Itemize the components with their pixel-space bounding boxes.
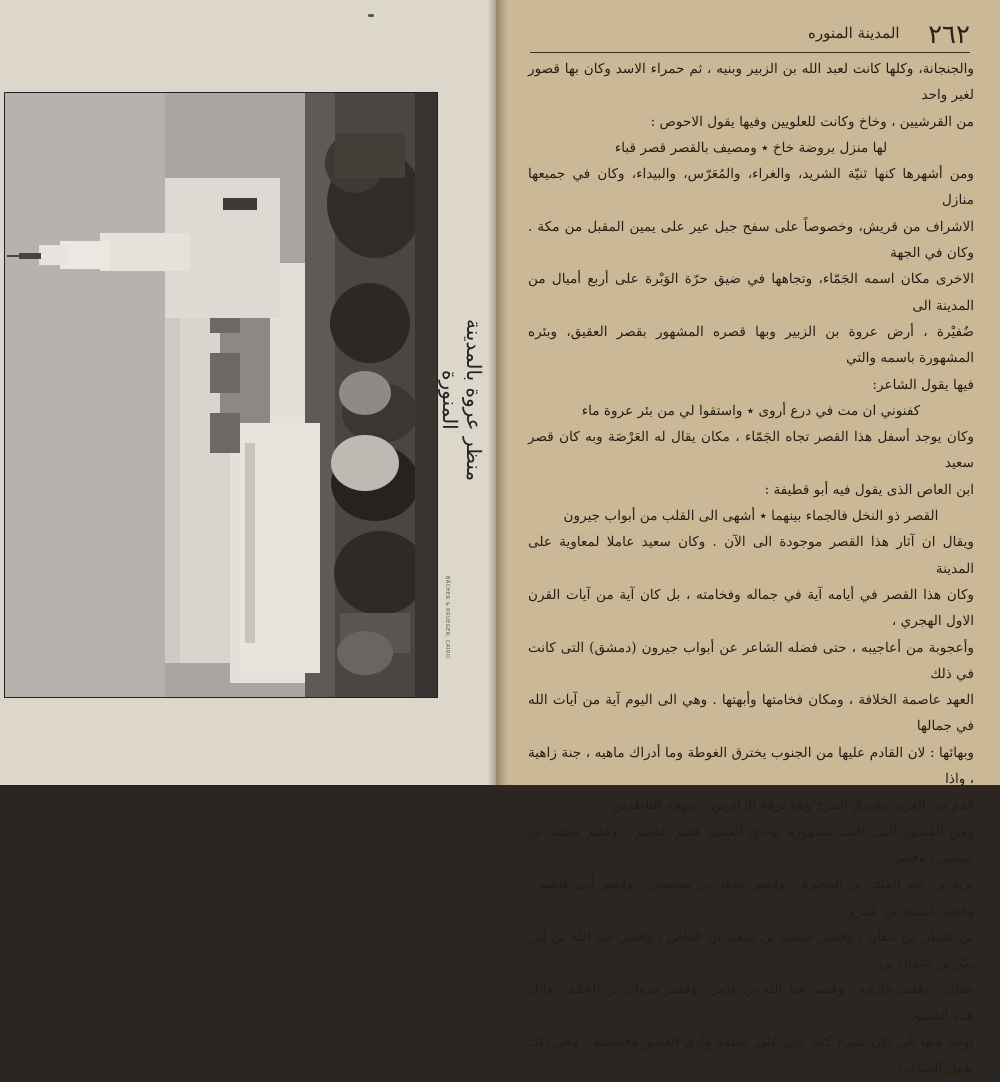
text-line: العهد عاصمة الخلافة ، ومكان فخامتها وأبهتها . وهي الى اليوم آية من آيات الله في جمالها	[528, 692, 974, 735]
text-line: الاخرى مكان اسمه الجَمّاء، وتجاهها في ضيق حرّة الوَبْرة على أربع أميال من المدينة الى	[528, 271, 974, 314]
text-line: ويقال ان آثار هذا القصر موجودة الى الآن . وكان سعيد عاملا لمعاوية على المدينة	[528, 534, 974, 577]
text-line: من القرشيين ، وخاخ وكانت للعلويين وفيها يقول الاحوص :	[650, 113, 974, 130]
text-line: ومن أشهرها كنها ثنيّة الشريد، والغراء، والمُعَرّس، والبيداء، وكان في جميعها منازل	[528, 166, 974, 209]
text-line: فيها يقول الشاعر:	[872, 376, 974, 393]
text-line: عفان ، وقصر خارجة ، وقصر عبد الله بن عامر ، وقصر مروان بن الحكم ، وآثار هذه القصور	[528, 981, 974, 1024]
text-line: ابن العاص الذى يقول فيه أبو قطيفة :	[764, 481, 974, 498]
text-line: وكان هذا القصر في أيامه آية في جماله وفخامته ، بل كان آية من آيات القرن الاول الهجري ،	[528, 586, 974, 630]
book-gutter	[488, 0, 508, 785]
text-line: الاشراف من قريش، وخصوصاً على سفح جبل عير على يمين المقبل من مكة . وكان في الجهة	[528, 218, 974, 262]
page-number: ٢٦٢	[928, 20, 970, 50]
text-line: يزيد بن عبد الملك بن المغيرة ، وقصر جعفر بن سليمان ، وقصر أبى هاشم ، وقصر عنبسة بن عمرو	[528, 876, 974, 919]
text-line: يوجد منها الى الآن شيء كثير يدل على عظمة وادى العقيق وفخامته ، وفي ذلك يقول الشاعر:	[528, 1033, 974, 1077]
photo-credit: BÄCHER & KRUEGER, CAIRO.	[444, 576, 450, 661]
text-line: بن عثمان بن عفان ، وقصر عنبسة بن سعيد بن العاص ، وقصر عبد الله بن أبى بكر بن عثمان بن	[528, 928, 974, 972]
photo-plate	[4, 92, 438, 698]
text-line: ضُفيْرة ، أرض عروة بن الزبير وبها قصره المشهور بقصر العقيق، وبئره المشهورة باسمه والتي	[528, 323, 974, 367]
verse-line: القصر ذو النخل فالجماء بينهما ٭ أشهى الى القلب من أبواب جيرون	[563, 508, 939, 525]
photo-caption: منظر عروة بالمدينة المنورة	[438, 318, 486, 482]
left-page	[0, 0, 496, 785]
photo-urwa-palace	[5, 93, 437, 697]
running-header	[530, 18, 970, 53]
verse-line: كفنوني ان مت في درع أروى ٭ واستقوا لي من بئر عروة ماء	[581, 402, 921, 419]
text-line: وأعجوبة من أعاجيبه ، حتى فضله الشاعر عن أبواب جيرون (دمشق) التى كانت في ذلك	[528, 639, 974, 682]
text-line: وبهائها : لان القادم عليها من الجنوب يخترق الغوطة وما أدراك ماهيه ، جنة زاهية ، واذا	[528, 744, 974, 788]
body-text	[528, 56, 974, 1082]
text-line: قدم من الغرب يخترق المرج وهو نزهة الزائرين ، وبهجة الناظرين .	[604, 797, 974, 814]
verse-line: لها منزل بروضة خاخ ٭ ومصيف بالقصر قصر قباء	[614, 139, 888, 156]
text-line: وكان يوجد أسفل هذا القصر تجاه الجَمّاء ، مكان يقال له العَرْصَة وبه كان قصر سعيد	[528, 429, 974, 472]
page-speck	[368, 14, 374, 17]
text-line: والجنجانة، وكلها كانت لعبد الله بن الزبير وبنيه ، ثم حمراء الاسد وكان بها قصور لغير واحد	[528, 61, 974, 104]
running-title: المدينة المنوره	[808, 24, 900, 42]
text-line: ومن القصور التى كانت مشهورة بوادى العقيق قصر عاصم ، وقصر محمد بن عيسى ، وقصر	[528, 823, 974, 866]
